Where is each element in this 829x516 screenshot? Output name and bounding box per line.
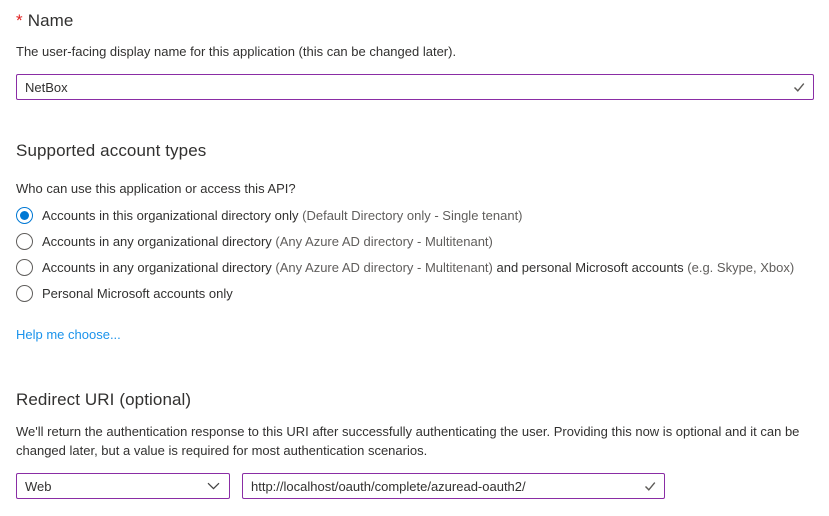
radio-selected-icon[interactable] [16, 207, 33, 224]
name-input[interactable] [16, 74, 814, 100]
account-type-label: Accounts in this organizational directory only (Default Directory only - Single tenant) [42, 207, 523, 223]
account-type-option[interactable] [16, 228, 794, 254]
help-me-choose-link[interactable]: Help me choose... [16, 327, 121, 342]
redirect-uri-title: Redirect URI (optional) [16, 390, 192, 409]
radio-unselected-icon[interactable] [16, 233, 33, 250]
chevron-down-icon [207, 474, 220, 498]
account-type-options [16, 202, 794, 306]
radio-unselected-icon[interactable] [16, 285, 33, 302]
redirect-uri-input[interactable] [242, 473, 665, 499]
redirect-uri-description: We'll return the authentication response to this URI after successfully authenticating the user. Providing this now is optional and it can be changed later, but a value is required for most authentication scenarios. [16, 424, 800, 458]
redirect-platform-select[interactable] [16, 473, 230, 499]
account-types-question: Who can use this application or access this API? [16, 181, 296, 196]
account-type-label: Personal Microsoft accounts only [42, 285, 233, 301]
account-type-label: Accounts in any organizational directory (Any Azure AD directory - Multitenant) and personal Microsoft accounts (e.g. Skype, Xbox) [42, 259, 795, 275]
radio-unselected-icon[interactable] [16, 259, 33, 276]
account-types-title: Supported account types [16, 141, 207, 160]
name-title-text: Name [27, 11, 74, 30]
name-description: The user-facing display name for this application (this can be changed later). [16, 44, 457, 59]
account-type-option[interactable] [16, 280, 794, 306]
account-type-option[interactable] [16, 202, 794, 228]
account-type-label: Accounts in any organizational directory (Any Azure AD directory - Multitenant) [42, 233, 493, 249]
name-section-title [16, 10, 73, 32]
required-marker: * [16, 11, 23, 30]
account-type-option[interactable] [16, 254, 794, 280]
redirect-platform-value: Web [25, 478, 52, 494]
